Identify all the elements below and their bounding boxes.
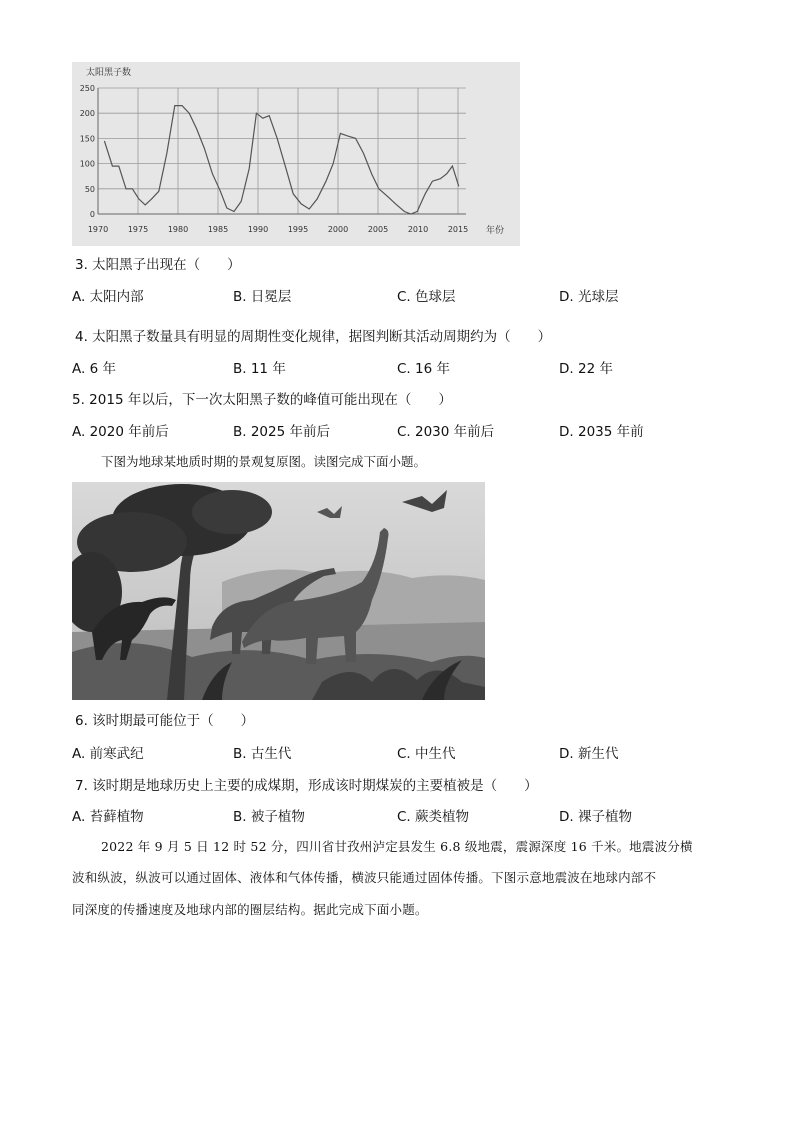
q6-option-c[interactable]: C. 中生代 <box>397 746 456 762</box>
q6-option-a[interactable]: A. 前寒武纪 <box>72 746 144 762</box>
y-tick-label: 100 <box>79 159 95 169</box>
sunspot-series-line <box>104 106 458 214</box>
x-tick-label: 1970 <box>87 225 109 234</box>
x-axis-label: 年份 <box>486 226 505 236</box>
q7-option-d[interactable]: D. 裸子植物 <box>559 809 632 825</box>
sunspot-chart <box>72 62 520 246</box>
x-tick-label: 2015 <box>447 225 469 234</box>
q7-option-b[interactable]: B. 被子植物 <box>233 809 305 825</box>
q3-option-c[interactable]: C. 色球层 <box>397 289 456 305</box>
sunspot-chart-svg <box>72 62 520 246</box>
q5-option-b[interactable]: B. 2025 年前后 <box>233 424 330 440</box>
q4-option-c[interactable]: C. 16 年 <box>397 361 450 377</box>
x-tick-label: 1990 <box>247 225 269 234</box>
question-7-stem: 7. 该时期是地球历史上主要的成煤期，形成该时期煤炭的主要植被是（ ） <box>75 778 538 794</box>
question-3-stem: 3. 太阳黑子出现在（ ） <box>75 257 241 273</box>
question-4-stem: 4. 太阳黑子数量具有明显的周期性变化规律，据图判断其活动周期约为（ ） <box>75 329 552 345</box>
q5-option-d[interactable]: D. 2035 年前 <box>559 424 644 440</box>
x-tick-label: 1975 <box>127 225 149 234</box>
q6-option-b[interactable]: B. 古生代 <box>233 746 292 762</box>
x-tick-label: 2005 <box>367 225 389 234</box>
q4-option-d[interactable]: D. 22 年 <box>559 361 613 377</box>
intro-paragraph-2: 下图为地球某地质时期的景观复原图。读图完成下面小题。 <box>101 454 427 469</box>
q3-option-d[interactable]: D. 光球层 <box>559 289 619 305</box>
intro-paragraph-3-line-1: 2022 年 9 月 5 日 12 时 52 分，四川省甘孜州泸定县发生 6.8 级地震，震源深度 16 千米。地震波分横 <box>101 839 693 854</box>
q3-option-b[interactable]: B. 日冕层 <box>233 289 292 305</box>
q3-option-a[interactable]: A. 太阳内部 <box>72 289 144 305</box>
y-tick-label: 200 <box>79 109 95 119</box>
x-tick-label: 1980 <box>167 225 189 234</box>
y-tick-label: 0 <box>89 210 95 219</box>
question-6-stem: 6. 该时期最可能位于（ ） <box>75 713 255 729</box>
y-axis-label: 太阳黑子数 <box>86 68 132 78</box>
q7-option-c[interactable]: C. 蕨类植物 <box>397 809 470 825</box>
x-tick-label: 1995 <box>287 225 309 234</box>
mesozoic-landscape-image <box>72 482 485 700</box>
y-tick-label: 250 <box>79 84 95 93</box>
q5-option-c[interactable]: C. 2030 年前后 <box>397 424 495 440</box>
question-5-stem: 5. 2015 年以后，下一次太阳黑子数的峰值可能出现在（ ） <box>72 392 452 408</box>
q6-option-d[interactable]: D. 新生代 <box>559 746 619 762</box>
intro-paragraph-3-line-2: 波和纵波，纵波可以通过固体、液体和气体传播，横波只能通过固体传播。下图示意地震波在地球内部不 <box>72 870 657 885</box>
x-tick-label: 2000 <box>327 225 349 234</box>
y-tick-label: 150 <box>79 134 95 144</box>
q4-option-a[interactable]: A. 6 年 <box>72 361 116 377</box>
x-tick-label: 2010 <box>407 225 429 234</box>
q4-option-b[interactable]: B. 11 年 <box>233 361 286 377</box>
y-tick-label: 50 <box>84 184 95 194</box>
intro-paragraph-3-line-3: 同深度的传播速度及地球内部的圈层结构。据此完成下面小题。 <box>72 902 428 917</box>
q7-option-a[interactable]: A. 苔藓植物 <box>72 809 144 825</box>
landscape-illustration <box>72 482 485 700</box>
x-tick-label: 1985 <box>207 225 229 234</box>
q5-option-a[interactable]: A. 2020 年前后 <box>72 424 169 440</box>
